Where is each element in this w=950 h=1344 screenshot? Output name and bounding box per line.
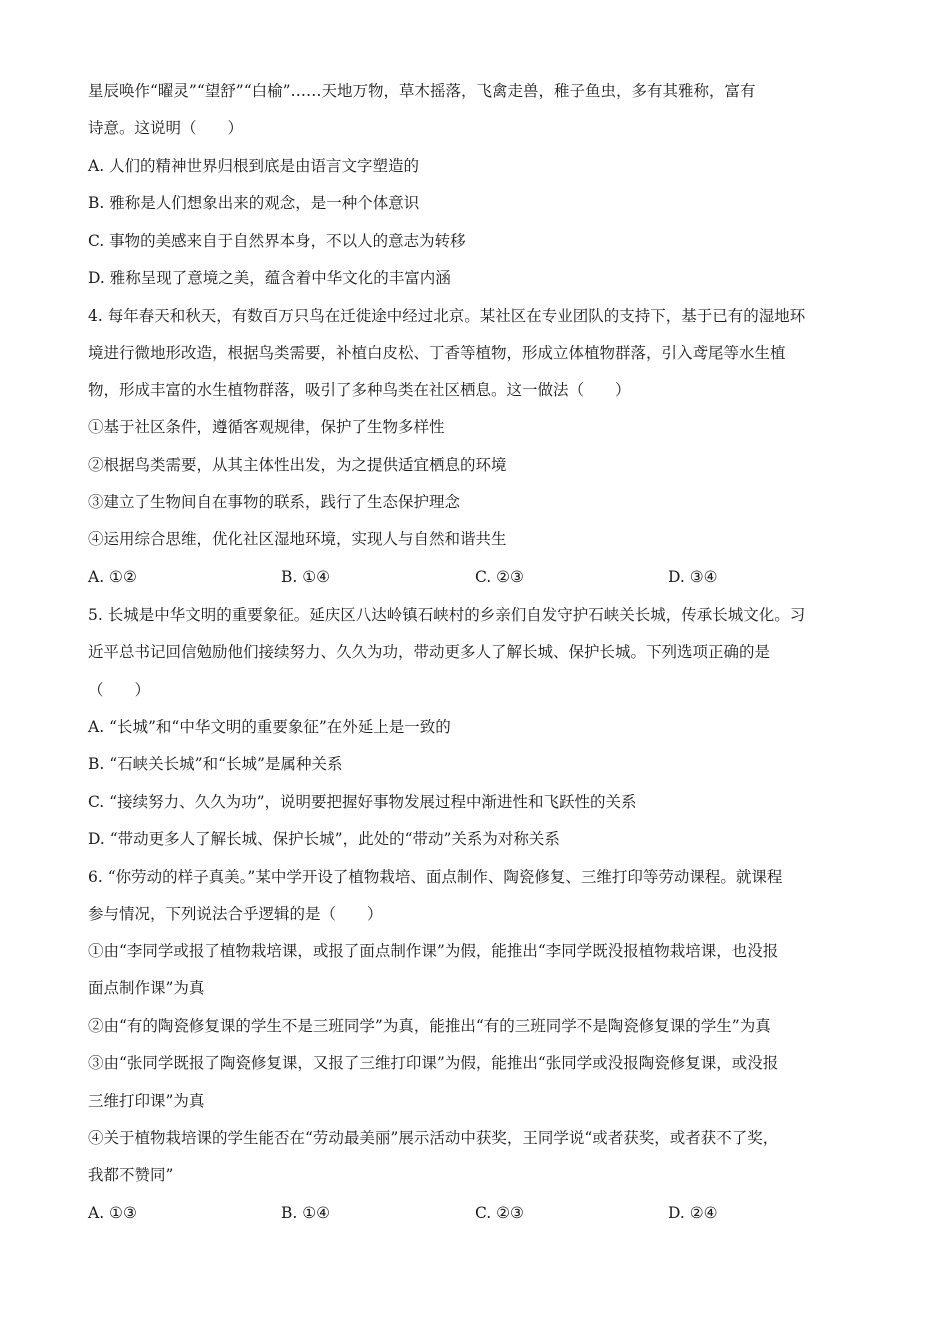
q6-item-4-line-1: ④关于植物栽培课的学生能否在“劳动最美丽”展示活动中获奖，王同学说“或者获奖，或者获不了奖，: [88, 1129, 779, 1147]
q5-option-b: B. “石峡关长城”和“长城”是属种关系: [88, 755, 343, 773]
q4-item-1: ①基于社区条件，遵循客观规律，保护了生物多样性: [88, 418, 445, 436]
q5-stem-line-1: 5. 长城是中华文明的重要象征。延庆区八达岭镇石峡村的乡亲们自发守护石峡关长城，传承长城文化。习: [88, 606, 806, 624]
q3-option-a: A. 人们的精神世界归根到底是由语言文字塑造的: [88, 157, 420, 175]
q4-item-3: ③建立了生物间自在事物的联系，践行了生态保护理念: [88, 493, 461, 511]
q5-stem-line-3: （ ）: [88, 681, 151, 699]
q3-stem-line-2: 诗意。这说明（ ）: [88, 119, 244, 137]
q4-choice-b: B. ①④: [281, 568, 331, 586]
q6-item-3-line-2: 三维打印课”为真: [88, 1092, 205, 1110]
q6-choice-b: B. ①④: [281, 1204, 331, 1222]
q6-item-3-line-1: ③由“张同学既报了陶瓷修复课，又报了三维打印课”为假，能推出“张同学或没报陶瓷修复课，或没报: [88, 1054, 779, 1072]
q3-option-d: D. 雅称呈现了意境之美，蕴含着中华文化的丰富内涵: [88, 269, 451, 287]
q4-choice-c: C. ②③: [475, 568, 524, 586]
q6-choice-c: C. ②③: [475, 1204, 524, 1222]
q5-option-a: A. “长城”和“中华文明的重要象征”在外延上是一致的: [88, 718, 451, 736]
q6-item-1-line-2: 面点制作课”为真: [88, 979, 205, 997]
q6-choice-d: D. ②④: [668, 1204, 718, 1222]
q5-stem-line-2: 近平总书记回信勉励他们接续努力、久久为功，带动更多人了解长城、保护长城。下列选项正确的是: [88, 643, 771, 661]
q4-stem-line-1: 4. 每年春天和秋天，有数百万只鸟在迁徙途中经过北京。某社区在专业团队的支持下，基于已有的湿地环: [88, 307, 806, 325]
q4-choice-a: A. ①②: [88, 568, 137, 586]
q3-option-c: C. 事物的美感来自于自然界本身，不以人的意志为转移: [88, 232, 466, 250]
q6-item-2: ②由“有的陶瓷修复课的学生不是三班同学”为真，能推出“有的三班同学不是陶瓷修复课的学生”为真: [88, 1017, 771, 1035]
q4-stem-line-3: 物，形成丰富的水生植物群落，吸引了多种鸟类在社区栖息。这一做法（ ）: [88, 381, 631, 399]
q4-item-2: ②根据鸟类需要，从其主体性出发，为之提供适宜栖息的环境: [88, 456, 507, 474]
q3-stem-line-1: 星辰唤作“曜灵”“望舒”“白榆”……天地万物，草木摇落，飞禽走兽，稚子鱼虫，多有其雅称，富有: [88, 82, 756, 100]
q4-item-4: ④运用综合思维，优化社区湿地环境，实现人与自然和谐共生: [88, 530, 507, 548]
q3-option-b: B. 雅称是人们想象出来的观念，是一种个体意识: [88, 194, 420, 212]
q4-choice-d: D. ③④: [668, 568, 718, 586]
q6-choice-a: A. ①③: [88, 1204, 137, 1222]
q6-stem-line-1: 6. “你劳动的样子真美。”某中学开设了植物栽培、面点制作、陶瓷修复、三维打印等劳动课程。就课程: [88, 868, 783, 886]
q5-option-c: C. “接续努力、久久为功”，说明要把握好事物发展过程中渐进性和飞跃性的关系: [88, 793, 637, 811]
q4-stem-line-2: 境进行微地形改造，根据鸟类需要，补植白皮松、丁香等植物，形成立体植物群落，引入鸢尾等水生植: [88, 344, 786, 362]
q5-option-d: D. “带动更多人了解长城、保护长城”，此处的“带动”关系为对称关系: [88, 830, 560, 848]
q6-item-1-line-1: ①由“李同学或报了植物栽培课，或报了面点制作课”为假，能推出“李同学既没报植物栽培课，也没报: [88, 942, 779, 960]
q6-stem-line-2: 参与情况，下列说法合乎逻辑的是（ ）: [88, 905, 383, 923]
q6-item-4-line-2: 我都不赞同”: [88, 1166, 174, 1184]
